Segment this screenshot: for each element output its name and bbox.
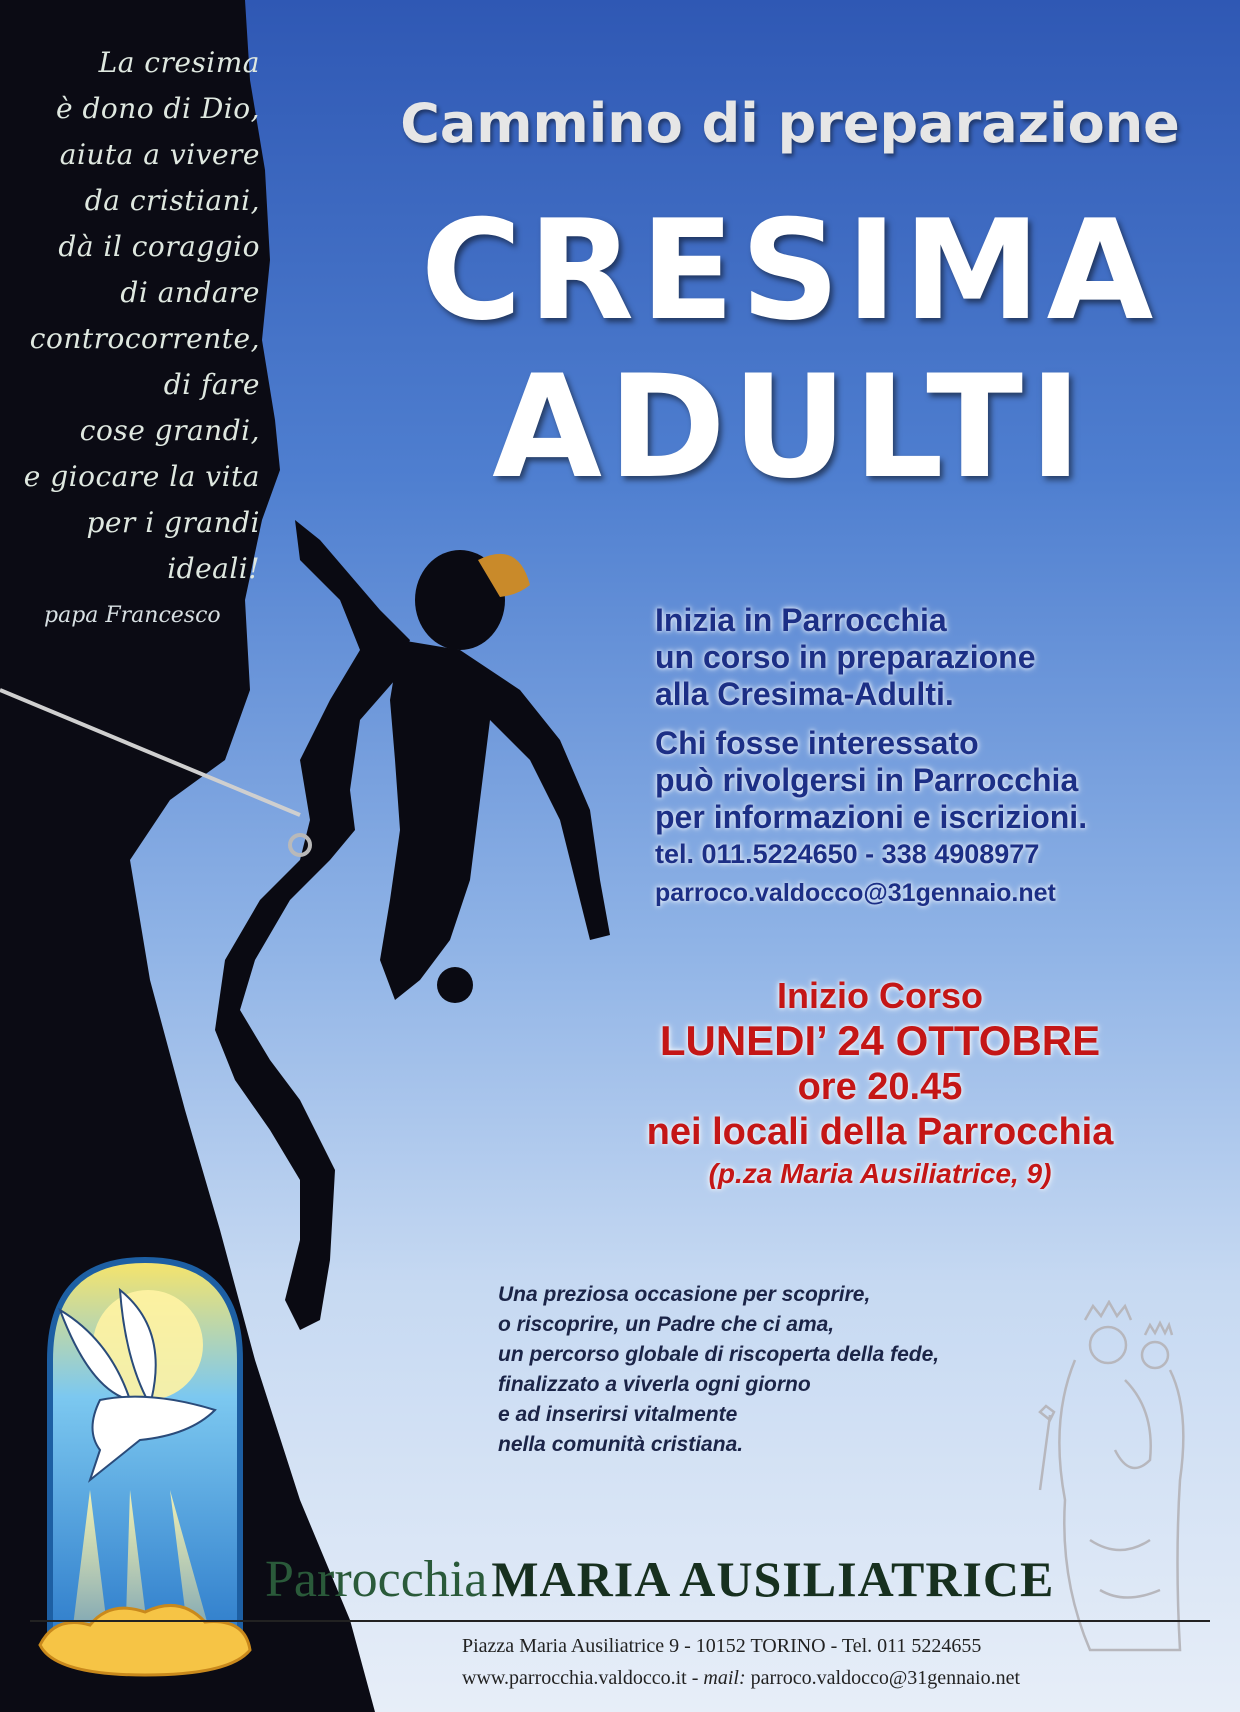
event-date: LUNEDI’ 24 OTTOBRE — [659, 1017, 1101, 1064]
info-line: un corso in preparazione — [655, 639, 1036, 675]
quote-line: dà il coraggio — [58, 230, 260, 263]
quote-line: è dono di Dio, — [56, 92, 260, 125]
note-line: un percorso globale di riscoperta della fede, — [498, 1343, 940, 1366]
event-time: ore 20.45 — [797, 1066, 963, 1108]
footer-line-web — [462, 1662, 1222, 1694]
quote-line: di fare — [163, 368, 260, 401]
event-heading: Inizio Corso — [777, 975, 983, 1016]
subtitle: Cammino di preparazione — [400, 92, 1180, 155]
info-line: alla Cresima-Adulti. — [655, 676, 954, 712]
quote-line: ideali! — [167, 552, 260, 585]
note-line: o riscoprire, un Padre che ci ama, — [498, 1313, 835, 1336]
note-line: nella comunità cristiana. — [498, 1433, 744, 1456]
note-line: Una preziosa occasione per scoprire, — [498, 1283, 871, 1306]
quote-line: La cresima — [98, 46, 260, 79]
event-address: (p.za Maria Ausiliatrice, 9) — [708, 1158, 1052, 1189]
quote-line: aiuta a vivere — [59, 138, 260, 171]
event-venue: nei locali della Parrocchia — [646, 1111, 1114, 1153]
footer-website[interactable]: www.parrocchia.valdocco.it - — [462, 1667, 704, 1689]
footer-email[interactable]: parroco.valdocco@31gennaio.net — [745, 1667, 1021, 1689]
info-line: per informazioni e iscrizioni. — [655, 799, 1088, 835]
info-line: Inizia in Parrocchia — [655, 602, 947, 638]
quote-line: da cristiani, — [84, 184, 260, 217]
note-line: finalizzato a viverla ogni giorno — [498, 1373, 811, 1396]
quote-line: cose grandi, — [79, 414, 260, 447]
quote-line: controcorrente, — [29, 322, 260, 355]
parish-name — [265, 1550, 1105, 1609]
dove-icon — [30, 1250, 260, 1680]
quote-author: papa Francesco — [44, 603, 221, 628]
info-line: Chi fosse interessato — [655, 725, 979, 761]
quote-line: di andare — [120, 276, 260, 309]
event-details — [560, 975, 1200, 1193]
parish-title: MARIA AUSILIATRICE — [491, 1551, 1055, 1607]
main-title-line1: CRESIMA — [420, 190, 1160, 351]
climber — [215, 520, 610, 1330]
phone-numbers: tel. 011.5224650 - 338 4908977 — [655, 839, 1040, 869]
description-note — [498, 1280, 1058, 1460]
note-line: e ad inserirsi vitalmente — [498, 1403, 738, 1426]
info-line: può rivolgersi in Parrocchia — [655, 762, 1079, 798]
footer-address: Piazza Maria Ausiliatrice 9 - 10152 TORINO - — [462, 1635, 842, 1657]
footer-phone: Tel. 011 5224655 — [841, 1635, 982, 1657]
footer-divider — [30, 1620, 1210, 1622]
contact-email: parroco.valdocco@31gennaio.net — [655, 879, 1056, 907]
main-title-line2: ADULTI — [492, 345, 1088, 510]
footer-mail-label: mail: — [703, 1667, 746, 1689]
course-info — [655, 602, 1235, 912]
footer-contacts — [462, 1630, 1222, 1694]
footer-line-address — [462, 1630, 1222, 1662]
parish-word: Parrocchia — [265, 1551, 488, 1608]
quote-line: per i grandi — [86, 506, 260, 539]
quote-line: e giocare la vita — [23, 460, 260, 493]
pope-quote — [0, 40, 260, 592]
